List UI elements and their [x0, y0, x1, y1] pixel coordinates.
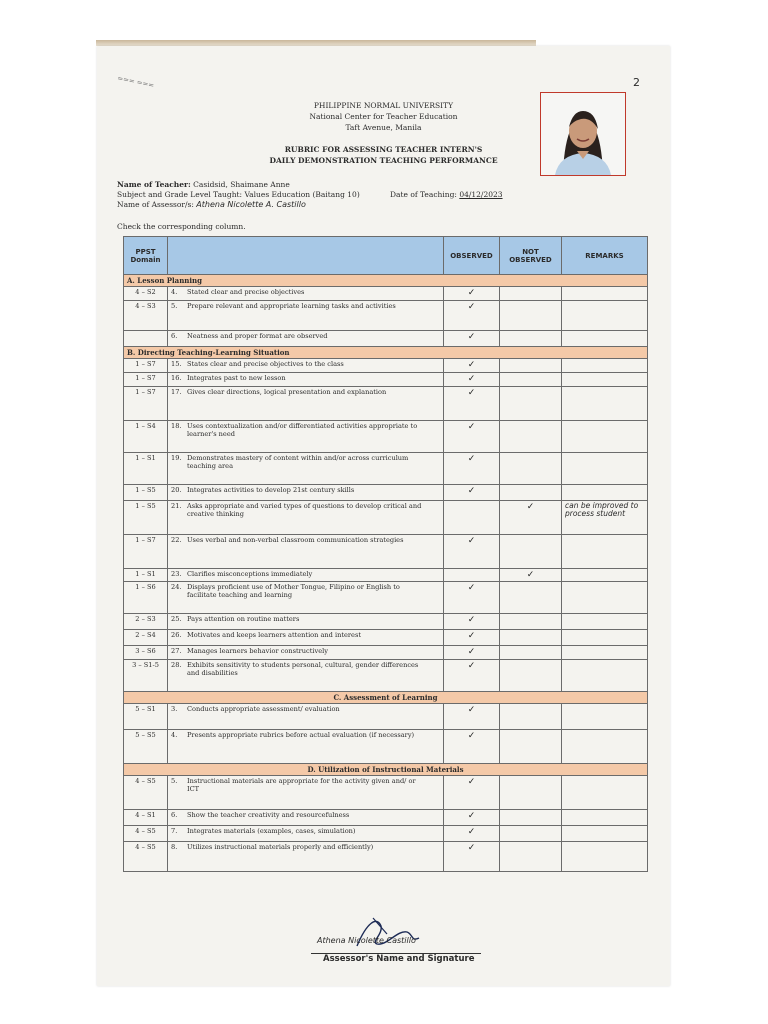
not-observed-cell	[500, 535, 562, 569]
indicator-number: 5.	[171, 302, 178, 310]
check-mark-icon: ✓	[467, 332, 476, 342]
check-mark-icon: ✓	[467, 631, 476, 641]
remarks-cell: can be improved to process student	[562, 501, 648, 535]
indicator-cell	[168, 359, 444, 373]
indicator-cell	[168, 630, 444, 646]
observed-cell	[444, 569, 500, 582]
remarks-cell	[562, 660, 648, 692]
remarks-cell	[562, 826, 648, 842]
indicator-number: 27.	[171, 647, 182, 655]
remarks-cell	[562, 373, 648, 387]
indicator-text: Clarifies misconceptions immediately	[187, 570, 313, 578]
observed-cell	[444, 485, 500, 501]
ppst-code: 1 – S7	[124, 535, 168, 569]
section-title: C. Assessment of Learning	[124, 692, 648, 704]
indicator-cell	[168, 704, 444, 730]
portrait-image	[541, 93, 625, 175]
table-row	[124, 630, 648, 646]
check-mark-icon: ✓	[467, 422, 476, 432]
not-observed-cell	[500, 730, 562, 764]
check-mark-icon: ✓	[467, 731, 476, 741]
check-mark-icon: ✓	[467, 374, 476, 384]
observed-cell	[444, 730, 500, 764]
observed-cell	[444, 630, 500, 646]
date-label: Date of Teaching:	[390, 190, 457, 199]
indicator-number: 22.	[171, 536, 182, 544]
observed-cell	[444, 842, 500, 872]
teacher-value: Casidsid, Shaimane Anne	[193, 180, 290, 189]
not-observed-cell	[500, 704, 562, 730]
check-mark-icon: ✓	[467, 647, 476, 657]
ppst-header-line2: Domain	[130, 255, 161, 264]
check-mark-icon: ✓	[467, 827, 476, 837]
check-mark-icon: ✓	[467, 536, 476, 546]
indicator-number: 4.	[171, 731, 178, 739]
observed-cell	[444, 810, 500, 826]
ppst-code: 3 – S6	[124, 646, 168, 660]
indicator-number: 26.	[171, 631, 182, 639]
section-row-a	[124, 275, 648, 287]
indicator-text: Uses contextualization and/or differentiated activities appropriate to learner's need	[187, 422, 418, 438]
check-mark-icon: ✓	[467, 486, 476, 496]
observed-cell	[444, 704, 500, 730]
remarks-cell	[562, 485, 648, 501]
table-row	[124, 569, 648, 582]
teacher-label: Name of Teacher:	[117, 180, 191, 189]
teacher-name-line	[117, 180, 290, 190]
indicator-cell	[168, 842, 444, 872]
indicator-cell	[168, 730, 444, 764]
check-mark-icon: ✓	[467, 811, 476, 821]
indicator-text: Integrates materials (examples, cases, simulation)	[187, 827, 356, 835]
page-number: 2	[633, 76, 640, 89]
indicator-number: 6.	[171, 332, 178, 340]
not-observed-cell	[500, 485, 562, 501]
observed-cell	[444, 646, 500, 660]
form-title-line1: RUBRIC FOR ASSESSING TEACHER INTERN'S	[284, 145, 483, 154]
observed-cell	[444, 331, 500, 347]
table-row	[124, 453, 648, 485]
indicator-text: States clear and precise objectives to the class	[187, 360, 344, 368]
remarks-cell	[562, 646, 648, 660]
signature-mark	[347, 912, 427, 956]
check-mark-icon: ✓	[467, 705, 476, 715]
not-observed-cell	[500, 614, 562, 630]
check-mark-icon: ✓	[526, 502, 535, 512]
indicator-number: 25.	[171, 615, 182, 623]
document-page	[97, 46, 670, 986]
not-observed-cell	[500, 373, 562, 387]
check-mark-icon: ✓	[467, 288, 476, 298]
table-row	[124, 810, 648, 826]
ppst-code: 4 – S2	[124, 287, 168, 301]
check-mark-icon: ✓	[467, 360, 476, 370]
check-mark-icon: ✓	[467, 843, 476, 853]
table-row	[124, 501, 648, 535]
remarks-cell	[562, 630, 648, 646]
indicator-number: 20.	[171, 486, 182, 494]
indicator-text: Motivates and keeps learners attention and interest	[187, 631, 361, 639]
indicator-text: Demonstrates mastery of content within and/or across curriculum teaching area	[187, 454, 409, 470]
table-row	[124, 287, 648, 301]
indicator-number: 15.	[171, 360, 182, 368]
assessor-line	[117, 200, 306, 210]
table-row	[124, 842, 648, 872]
university-name: PHILIPPINE NORMAL UNIVERSITY	[313, 101, 454, 110]
section-row-c	[124, 692, 648, 704]
not-observed-cell	[500, 387, 562, 421]
observed-cell	[444, 373, 500, 387]
section-row-d	[124, 764, 648, 776]
not-observed-cell	[500, 421, 562, 453]
remarks-cell	[562, 776, 648, 810]
corner-scribble: === ===	[116, 74, 155, 90]
indicator-cell	[168, 421, 444, 453]
indicator-text: Pays attention on routine matters	[187, 615, 300, 623]
indicator-text: Instructional materials are appropriate for the activity given and/ or ICT	[187, 777, 416, 793]
check-mark-icon: ✓	[467, 388, 476, 398]
indicator-text: Integrates activities to develop 21st century skills	[187, 486, 355, 494]
center-name: National Center for Teacher Education	[309, 112, 458, 121]
not-observed-cell	[500, 842, 562, 872]
remarks-cell	[562, 730, 648, 764]
table-row	[124, 826, 648, 842]
indicator-number: 7.	[171, 827, 178, 835]
indicator-number: 3.	[171, 705, 178, 713]
check-mark-icon: ✓	[526, 570, 535, 580]
ppst-code: 4 – S3	[124, 301, 168, 331]
table-row	[124, 485, 648, 501]
remarks-cell	[562, 704, 648, 730]
table-row	[124, 730, 648, 764]
observed-cell	[444, 826, 500, 842]
ppst-code: 5 – S5	[124, 730, 168, 764]
not-observed-cell	[500, 810, 562, 826]
indicator-number: 17.	[171, 388, 182, 396]
table-header-row	[124, 237, 648, 275]
table-row	[124, 301, 648, 331]
indicator-cell	[168, 535, 444, 569]
indicator-text: Displays proficient use of Mother Tongue, Filipino or English to facilitate teaching and learning	[187, 583, 400, 599]
ppst-code: 1 – S7	[124, 387, 168, 421]
remarks-cell	[562, 535, 648, 569]
indicator-text: Utilizes instructional materials properly and efficiently)	[187, 843, 374, 851]
remarks-cell	[562, 421, 648, 453]
indicator-text: Conducts appropriate assessment/ evaluation	[187, 705, 340, 713]
subject-value: Values Education (Baitang 10)	[244, 190, 360, 199]
indicator-cell	[168, 776, 444, 810]
instruction-text: Check the corresponding column.	[117, 222, 246, 231]
signature-label: Assessor's Name and Signature	[323, 954, 475, 964]
ppst-code: 4 – S5	[124, 826, 168, 842]
indicator-cell	[168, 569, 444, 582]
teacher-photo	[540, 92, 626, 176]
table-row	[124, 646, 648, 660]
remarks-cell	[562, 842, 648, 872]
table-row	[124, 614, 648, 630]
remarks-cell	[562, 614, 648, 630]
ppst-code: 1 – S5	[124, 485, 168, 501]
indicator-text: Neatness and proper format are observed	[187, 332, 328, 340]
table-row	[124, 373, 648, 387]
remarks-cell	[562, 453, 648, 485]
table-row	[124, 704, 648, 730]
remarks-cell	[562, 582, 648, 614]
table-row	[124, 331, 648, 347]
indicator-cell	[168, 614, 444, 630]
indicator-number: 5.	[171, 777, 178, 785]
ppst-code: 2 – S4	[124, 630, 168, 646]
indicator-text: Manages learners behavior constructively	[187, 647, 328, 655]
indicator-cell	[168, 826, 444, 842]
ppst-code: 3 – S1-5	[124, 660, 168, 692]
ppst-code: 1 – S4	[124, 421, 168, 453]
indicator-number: 16.	[171, 374, 182, 382]
ppst-code: 1 – S5	[124, 501, 168, 535]
not-observed-cell	[500, 359, 562, 373]
indicator-text: Asks appropriate and varied types of questions to develop critical and creative thinking	[187, 502, 422, 518]
ppst-code	[124, 331, 168, 347]
ppst-code: 4 – S5	[124, 842, 168, 872]
not-observed-cell	[500, 287, 562, 301]
indicator-cell	[168, 331, 444, 347]
indicator-number: 8.	[171, 843, 178, 851]
ppst-header-line1: PPST	[135, 247, 156, 256]
not-observed-header-line1: NOT	[522, 247, 539, 256]
indicator-number: 18.	[171, 422, 182, 430]
ppst-code: 1 – S6	[124, 582, 168, 614]
not-observed-cell	[500, 776, 562, 810]
date-value: 04/12/2023	[459, 190, 503, 199]
remarks-cell	[562, 387, 648, 421]
indicator-text: Presents appropriate rubrics before actual evaluation (if necessary)	[187, 731, 415, 739]
indicator-cell	[168, 501, 444, 535]
table-row	[124, 359, 648, 373]
not-observed-cell	[500, 453, 562, 485]
check-mark-icon: ✓	[467, 777, 476, 787]
date-line	[390, 190, 503, 200]
observed-cell	[444, 287, 500, 301]
remarks-cell	[562, 301, 648, 331]
subject-line	[117, 190, 360, 200]
subject-label: Subject and Grade Level Taught:	[117, 190, 243, 199]
observed-cell	[444, 421, 500, 453]
observed-cell	[444, 660, 500, 692]
table-row	[124, 660, 648, 692]
indicator-cell	[168, 373, 444, 387]
observed-cell	[444, 614, 500, 630]
not-observed-header	[500, 237, 562, 275]
ppst-code: 5 – S1	[124, 704, 168, 730]
indicator-text: Uses verbal and non-verbal classroom communication strategies	[187, 536, 404, 544]
section-title: D. Utilization of Instructional Materials	[124, 764, 648, 776]
observed-cell	[444, 387, 500, 421]
not-observed-cell	[500, 630, 562, 646]
ppst-code: 1 – S1	[124, 569, 168, 582]
observed-cell	[444, 453, 500, 485]
observed-cell	[444, 359, 500, 373]
indicator-cell	[168, 485, 444, 501]
observed-cell	[444, 582, 500, 614]
ppst-code: 1 – S7	[124, 359, 168, 373]
remarks-cell	[562, 569, 648, 582]
check-mark-icon: ✓	[467, 661, 476, 671]
ppst-code: 4 – S1	[124, 810, 168, 826]
indicator-cell	[168, 387, 444, 421]
ppst-code: 2 – S3	[124, 614, 168, 630]
not-observed-cell	[500, 569, 562, 582]
observed-cell	[444, 301, 500, 331]
not-observed-cell	[500, 301, 562, 331]
indicator-number: 28.	[171, 661, 182, 669]
ppst-code: 1 – S7	[124, 373, 168, 387]
indicator-text: Stated clear and precise objectives	[187, 288, 305, 296]
remarks-cell	[562, 359, 648, 373]
section-row-b	[124, 347, 648, 359]
table-row	[124, 535, 648, 569]
remarks-cell	[562, 810, 648, 826]
not-observed-cell	[500, 501, 562, 535]
not-observed-cell	[500, 826, 562, 842]
indicator-cell	[168, 453, 444, 485]
not-observed-cell	[500, 582, 562, 614]
indicator-number: 21.	[171, 502, 182, 510]
indicator-number: 24.	[171, 583, 182, 591]
section-title: A. Lesson Planning	[124, 275, 648, 287]
indicator-header	[168, 237, 444, 275]
rubric-table	[123, 236, 648, 872]
indicator-number: 23.	[171, 570, 182, 578]
observed-cell	[444, 501, 500, 535]
check-mark-icon: ✓	[467, 583, 476, 593]
indicator-text: Integrates past to new lesson	[187, 374, 286, 382]
assessor-signature-name: Athena Nicolette Castillo	[317, 936, 416, 945]
table-row	[124, 387, 648, 421]
table-row	[124, 421, 648, 453]
not-observed-cell	[500, 660, 562, 692]
indicator-text: Prepare relevant and appropriate learning tasks and activities	[187, 302, 396, 310]
indicator-text: Show the teacher creativity and resourcefulness	[187, 811, 350, 819]
ppst-domain-header	[124, 237, 168, 275]
ppst-code: 1 – S1	[124, 453, 168, 485]
indicator-cell	[168, 646, 444, 660]
section-title: B. Directing Teaching-Learning Situation	[124, 347, 648, 359]
signature-scribble	[347, 912, 427, 952]
indicator-cell	[168, 660, 444, 692]
indicator-number: 19.	[171, 454, 182, 462]
assessor-value: Athena Nicolette A. Castillo	[196, 200, 306, 209]
form-title-line2: DAILY DEMONSTRATION TEACHING PERFORMANCE	[269, 156, 498, 165]
university-address: Taft Avenue, Manila	[345, 123, 422, 132]
remarks-cell	[562, 331, 648, 347]
check-mark-icon: ✓	[467, 454, 476, 464]
indicator-text: Exhibits sensitivity to students personal, cultural, gender differences and disabilities	[187, 661, 419, 677]
remarks-header: REMARKS	[562, 237, 648, 275]
check-mark-icon: ✓	[467, 302, 476, 312]
not-observed-header-line2: OBSERVED	[509, 255, 552, 264]
assessor-label: Name of Assessor/s:	[117, 200, 194, 209]
indicator-number: 6.	[171, 811, 178, 819]
not-observed-cell	[500, 646, 562, 660]
indicator-cell	[168, 810, 444, 826]
table-row	[124, 776, 648, 810]
indicator-cell	[168, 582, 444, 614]
indicator-text: Gives clear directions, logical presentation and explanation	[187, 388, 387, 396]
ppst-code: 4 – S5	[124, 776, 168, 810]
observed-cell	[444, 776, 500, 810]
table-row	[124, 582, 648, 614]
observed-cell	[444, 535, 500, 569]
indicator-cell	[168, 301, 444, 331]
not-observed-cell	[500, 331, 562, 347]
check-mark-icon: ✓	[467, 615, 476, 625]
indicator-number: 4.	[171, 288, 178, 296]
observed-header: OBSERVED	[444, 237, 500, 275]
remarks-cell	[562, 287, 648, 301]
indicator-cell	[168, 287, 444, 301]
